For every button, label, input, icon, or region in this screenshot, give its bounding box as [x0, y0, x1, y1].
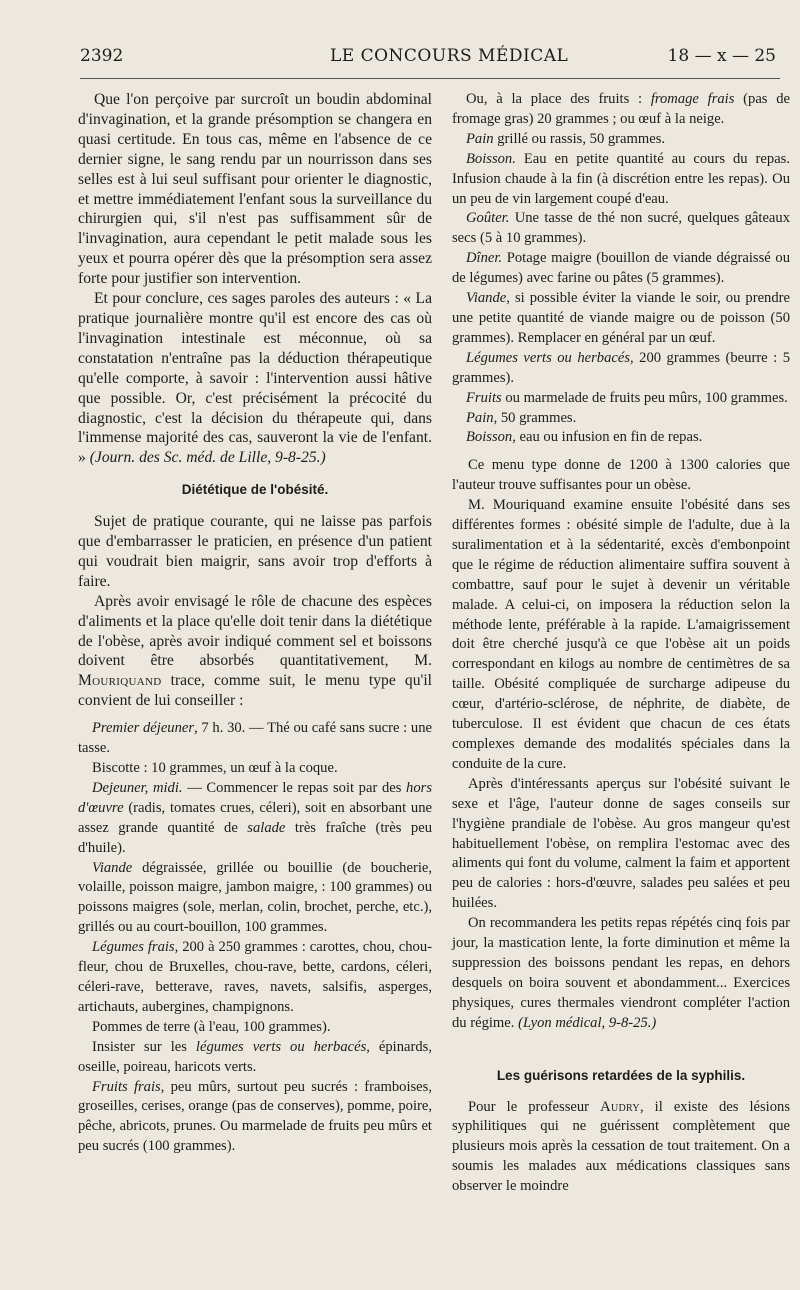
paragraph: On recommandera les petits repas répétés cinq fois par jour, la mastication lente, la forte diminution et même la suppression des boissons pendant les repas, en dehors desquels on boira souvent et abondamment... Exercices physiques, cures thermales viendront compléter l'action du régime. (Lyon médical, 9-8-25.) [452, 915, 790, 1031]
menu-item: Goûter. Une tasse de thé non sucré, quelques gâteaux secs (5 à 10 grammes). [452, 210, 790, 247]
menu-item: Fruits ou marmelade de fruits peu mûrs, 100 grammes. [466, 389, 788, 406]
paragraph: Ce menu type donne de 1200 à 1300 calories que l'auteur trouve suffisantes pour un obèse. [452, 457, 790, 494]
paragraph: Pour le professeur Audry, il existe des lésions syphilitiques qui ne guérissent complètement que plusieurs mois après la cessation de tout traitement. On a soumis les malades aux médications classiques sans observer le moindre [452, 1098, 791, 1195]
section-heading-syphilis: Les guérisons retardées de la syphilis. [496, 1067, 746, 1083]
journal-title: LE CONCOURS MÉDICAL [330, 46, 569, 66]
author-name: Audry [600, 1098, 640, 1115]
menu-item: Boisson, eau ou infusion en fin de repas. [466, 429, 703, 446]
menu-item: Légumes verts ou herbacés, 200 grammes (beurre : 5 grammes). [452, 349, 790, 386]
issue-date: 18 — x — 25 [667, 46, 776, 66]
menu-item: Boisson. Eau en petite quantité au cours du repas. Infusion chaude à la fin (à discrétion entre les repas). Ou un peu de vin largement coupé d'eau. [452, 150, 790, 207]
menu-item: Biscotte : 10 grammes, un œuf à la coque. [92, 760, 338, 776]
paragraph: Après d'intéressants aperçus sur l'obésité suivant le sexe et l'âge, l'auteur donne de sages conseils sur l'hygiène prandiale de l'obèse. Au gros mangeur qu'est habituellement l'obèse, on remplira l'estomac avec des aliments qui font du volume, calment la faim et apportent peu de calories : hors-d'œuvre, salades peu salées et peu huilées. [452, 775, 790, 912]
paragraph: Et pour conclure, ces sages paroles des auteurs : « La pratique journalière montre qu'il est encore des cas où l'invagination intestinale est méconnue, où sa constatation n'entraîne pas la déduction thérapeutique qu'elle comporte, à savoir : l'intervention aussi hâtive que possible. Or, c'est précisément la précocité du diagnostic, c'est la décision du thérapeute qui, dans l'immense majorité des cas, sauveront la vie de l'enfant. » (Journ. des Sc. méd. de Lille, 9-8-25.) [78, 290, 432, 467]
menu-item: Insister sur les légumes verts ou herbacés, épinards, oseille, poireau, haricots verts. [78, 1038, 432, 1075]
menu-item: Premier déjeuner, 7 h. 30. — Thé ou café sans sucre : une tasse. [78, 720, 432, 757]
page-header [80, 44, 780, 72]
menu-item: Viande, si possible éviter la viande le soir, ou prendre une petite quantité de viande maigre ou de poisson (50 grammes). Remplacer en général par un œuf. [452, 290, 790, 346]
left-column [78, 90, 432, 1157]
menu-item: Pain grillé ou rassis, 50 grammes. [466, 130, 666, 147]
menu-item: Pommes de terre (à l'eau, 100 grammes). [92, 1018, 331, 1035]
header-rule [80, 78, 780, 79]
paragraph: Que l'on perçoive par surcroît un boudin abdominal d'invagination, et la grande présomption se changera en quasi certitude. En tous cas, même en l'absence de ce dernier signe, le sang rendu par un nourrisson dans ses selles est à lui seul suffisant pour orienter le diagnostic, et mettre immédiatement l'enfant sous la surveillance du chirurgien qui, s'il n'est pas suffisamment sûr de l'invagination, aura cependant le petit malade sous les yeux et pourra opérer dès que la présomption sera assez forte pour justifier son intervention. [78, 91, 432, 288]
menu-item: Dîner. Potage maigre (bouillon de viande dégraissé ou de légumes) avec farine ou pâtes (5 grammes). [452, 250, 790, 287]
menu-item: Fruits frais, peu mûrs, surtout peu sucrés : framboises, groseilles, cerises, orange (pas de conserves), pomme, poire, pêche, abricots, prunes. Ou marmelade de fruits peu mûrs et peu sucrés (100 grammes). [78, 1078, 432, 1155]
section-heading-obesity: Diététique de l'obésité. [181, 482, 329, 498]
menu-item: Viande dégraissée, grillée ou bouillie (de boucherie, volaille, poisson maigre, jambon maigre, : 100 grammes) ou poissons maigres (sole, merlan, colin, brochet, perche, etc.), grillés ou au court-bouillon, 100 grammes. [78, 859, 432, 936]
menu-item: Ou, à la place des fruits : fromage frais (pas de fromage gras) 20 grammes ; ou œuf à la neige. [452, 91, 790, 127]
paragraph: Après avoir envisagé le rôle de chacune des espèces d'aliments et la place qu'elle doit tenir dans la diététique de l'obèse, après avoir indiqué comment sel et boissons doivent être absorbés quantitativement, M. Mouriquand trace, comme suit, le menu type qu'il convient de lui conseiller : [78, 592, 432, 710]
paragraph: M. Mouriquand examine ensuite l'obésité dans ses différentes formes : obésité simple de l'adulte, due à la suralimentation et à la sédentarité, excès d'embonpoint que le régime de réduction alimentaire suffira souvent à combattre, sauf pour le sujet à devenir un véritable malade. A celui-ci, on imposera la réduction selon la méthode lente, préférable à la rapide. L'amaigrissement doit être cherché jusqu'à ce que l'obèse ait un poids correspondant en kilogs au nombre de centimètres de sa taille. Obésité compliquée de surcharge adipeuse du cœur, d'artério-sclérose, de néphrite, de diabète, de tuberculose. Il est évident que chacun de ces états complexes demande des modalités spéciales dans la conduite de la cure. [452, 497, 790, 772]
author-name: Mouriquand [78, 672, 162, 690]
citation: (Lyon médical, 9-8-25.) [518, 1014, 657, 1031]
right-column [452, 90, 790, 1197]
paragraph: Sujet de pratique courante, qui ne laisse pas parfois que d'embarrasser le praticien, en présence d'un patient qui voudrait bien maigrir, sans avoir trop d'efforts à faire. [78, 513, 432, 590]
citation: (Journ. des Sc. méd. de Lille, 9-8-25.) [89, 449, 326, 467]
menu-item: Dejeuner, midi. — Commencer le repas soit par des hors d'œuvre (radis, tomates crues, céleri), soit en absorbant une assez grande quantité de salade très fraîche (très peu d'huile). [78, 779, 432, 856]
menu-item: Légumes frais, 200 à 250 grammes : carottes, chou, chou-fleur, chou de Bruxelles, chou-rave, bette, cardons, céleri, céleri-rave, betterave, raves, navets, salsifis, asperges, artichauts, aubergines, champignons. [78, 939, 432, 1015]
menu-item: Pain, 50 grammes. [466, 409, 577, 426]
page-number: 2392 [80, 46, 124, 66]
